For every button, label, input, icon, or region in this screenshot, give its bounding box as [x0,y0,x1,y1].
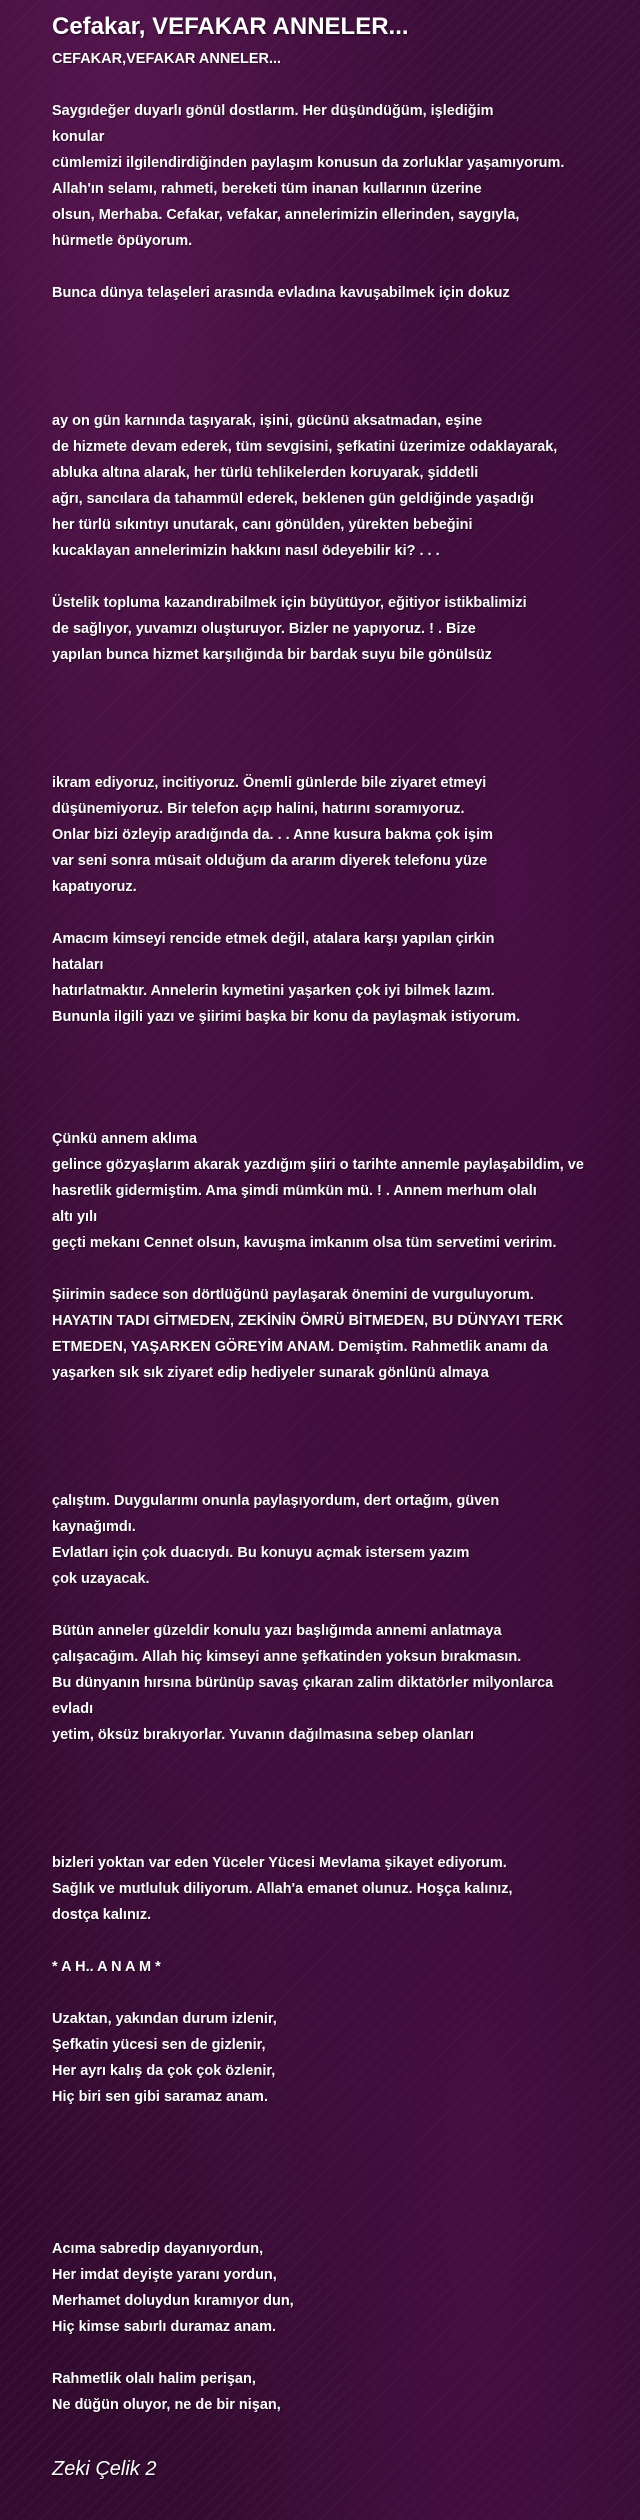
text-line: Allah'ın selamı, rahmeti, bereketi tüm inanan kullarının üzerine [52,181,482,197]
paragraph-gap [52,564,640,590]
text-line: ikram ediyoruz, incitiyoruz. Önemli günlerde bile ziyaret etmeyi [52,775,487,791]
text-line: her türlü sıkıntıyı unutarak, canı gönülden, yürekten bebeğini [52,517,473,533]
text-line: Bununla ilgili yazı ve şiirimi başka bir konu da paylaşmak istiyorum. [52,1009,521,1025]
text-line: kaynağımdı. [52,1519,136,1535]
text-line: hasretlik gidermiştim. Ama şimdi mümkün mü. ! . Annem merhum olalı [52,1183,537,1199]
text-line: Şefkatin yücesi sen de gizlenir, [52,2037,266,2053]
text-line: düşünemiyoruz. Bir telefon açıp halini, hatırını soramıyoruz. [52,801,465,817]
text-line: bizleri yoktan var eden Yüceler Yücesi Mevlama şikayet ediyorum. [52,1855,507,1871]
text-line: çok uzayacak. [52,1571,150,1587]
text-line: evladı [52,1701,94,1717]
text-line: Uzaktan, yakından durum izlenir, [52,2011,277,2027]
text-line: ağrı, sancılara da tahammül ederek, beklenen gün geldiğinde yaşadığı [52,491,534,507]
text-line: var seni sonra müsait olduğum da ararım diyerek telefonu yüze [52,853,488,869]
text-line: Onlar bizi özleyip aradığında da. . . Anne kusura bakma çok işim [52,827,494,843]
text-line: Amacım kimseyi rencide etmek değil, atalara karşı yapılan çirkin [52,931,495,947]
text-line: Hiç biri sen gibi saramaz anam. [52,2089,268,2105]
text-line: Evlatları için çok duacıydı. Bu konuyu açmak istersem yazım [52,1545,470,1561]
text-block [52,770,640,1030]
paragraph-gap [52,1592,640,1618]
text-line: abluka altına alarak, her türlü tehlikelerden koruyarak, şiddetli [52,465,479,481]
text-line: Merhamet doluydun kıramıyor dun, [52,2293,294,2309]
paragraph-gap [52,1980,640,2006]
author-name: Zeki Çelik 2 [52,2458,157,2480]
text-line: de hizmete devam ederek, tüm sevgisini, şefkatini üzerimize odaklayarak, [52,439,558,455]
text-line: Bunca dünya telaşeleri arasında evladına kavuşabilmek için dokuz [52,285,510,301]
paragraph-gap [52,72,640,98]
text-line: Hiç kimse sabırlı duramaz anam. [52,2319,277,2335]
text-line: Saygıdeğer duyarlı gönül dostlarım. Her düşündüğüm, işlediğim [52,103,494,119]
text-line: Acıma sabredip dayanıyordun, [52,2241,264,2257]
text-line: kucaklayan annelerimizin hakkını nasıl ödeyebilir ki? . . . [52,543,440,559]
text-line: çalışacağım. Allah hiç kimseyi anne şefkatinden yoksun bırakmasın. [52,1649,522,1665]
text-block [52,1850,640,2110]
text-line: olsun, Merhaba. Cefakar, vefakar, annelerimizin ellerinden, saygıyla, [52,207,520,223]
text-line: ay on gün karnında taşıyarak, işini, gücünü aksatmadan, eşine [52,413,483,429]
text-line: Her imdat deyişte yaranı yordun, [52,2267,277,2283]
text-line: Bütün anneler güzeldir konulu yazı başlığımda annemi anlatmaya [52,1623,502,1639]
text-line: Her ayrı kalış da çok çok özlenir, [52,2063,276,2079]
paragraph-gap [52,2340,640,2366]
text-line: hataları [52,957,104,973]
text-line: yaşarken sık sık ziyaret edip hediyeler sunarak gönlünü almaya [52,1365,489,1381]
text-line: Şiirimin sadece son dörtlüğünü paylaşarak önemini de vurguluyorum. [52,1287,534,1303]
text-line: CEFAKAR,VEFAKAR ANNELER... [52,51,282,67]
paragraph-gap [52,254,640,280]
paragraph-gap [52,1928,640,1954]
text-line: gelince gözyaşlarım akarak yazdığım şiiri o tarihte annemle paylaşabildim, ve [52,1157,584,1173]
text-block [52,408,640,668]
text-line: Sağlık ve mutluluk diliyorum. Allah'a emanet olunuz. Hoşça kalınız, [52,1881,513,1897]
text-line: ETMEDEN, YAŞARKEN GÖREYİM ANAM. Demiştim. Rahmetlik anamı da [52,1339,548,1355]
text-line: hatırlatmaktır. Annelerin kıymetini yaşarken çok iyi bilmek lazım. [52,983,495,999]
text-line: HAYATIN TADI GİTMEDEN, ZEKİNİN ÖMRÜ BİTMEDEN, BU DÜNYAYI TERK [52,1313,564,1329]
text-line: kapatıyoruz. [52,879,137,895]
text-block [52,1126,640,1386]
text-block [52,2236,640,2418]
text-line: hürmetle öpüyorum. [52,233,193,249]
text-line: çalıştım. Duygularımı onunla paylaşıyordum, dert ortağım, güven [52,1493,500,1509]
text-line: yetim, öksüz bırakıyorlar. Yuvanın dağılmasına sebep olanları [52,1727,475,1743]
text-line: de sağlıyor, yuvamızı oluşturuyor. Bizler ne yapıyoruz. ! . Bize [52,621,476,637]
text-line: Çünkü annem aklıma [52,1131,198,1147]
text-line: Bu dünyanın hırsına bürünüp savaş çıkaran zalim diktatörler milyonlarca [52,1675,554,1691]
text-line: konular [52,129,105,145]
paragraph-gap [52,1256,640,1282]
paragraph-gap [52,900,640,926]
text-block [52,46,640,306]
text-line: Üstelik topluma kazandırabilmek için büyütüyor, eğitiyor istikbalimizi [52,595,527,611]
text-line: cümlemizi ilgilendirdiğinden paylaşım konusun da zorluklar yaşamıyorum. [52,155,565,171]
text-line: Rahmetlik olalı halim perişan, [52,2371,256,2387]
text-block [52,1488,640,1748]
text-line: Ne düğün oluyor, ne de bir nişan, [52,2397,281,2413]
text-line: * A H.. A N A M * [52,1959,161,1975]
text-line: altı yılı [52,1209,98,1225]
text-line: geçti mekanı Cennet olsun, kavuşma imkanım olsa tüm servetimi veririm. [52,1235,557,1251]
text-line: yapılan bunca hizmet karşılığında bir bardak suyu bile gönülsüz [52,647,492,663]
text-line: dostça kalınız. [52,1907,152,1923]
poem-title: Cefakar, VEFAKAR ANNELER... [52,13,409,40]
